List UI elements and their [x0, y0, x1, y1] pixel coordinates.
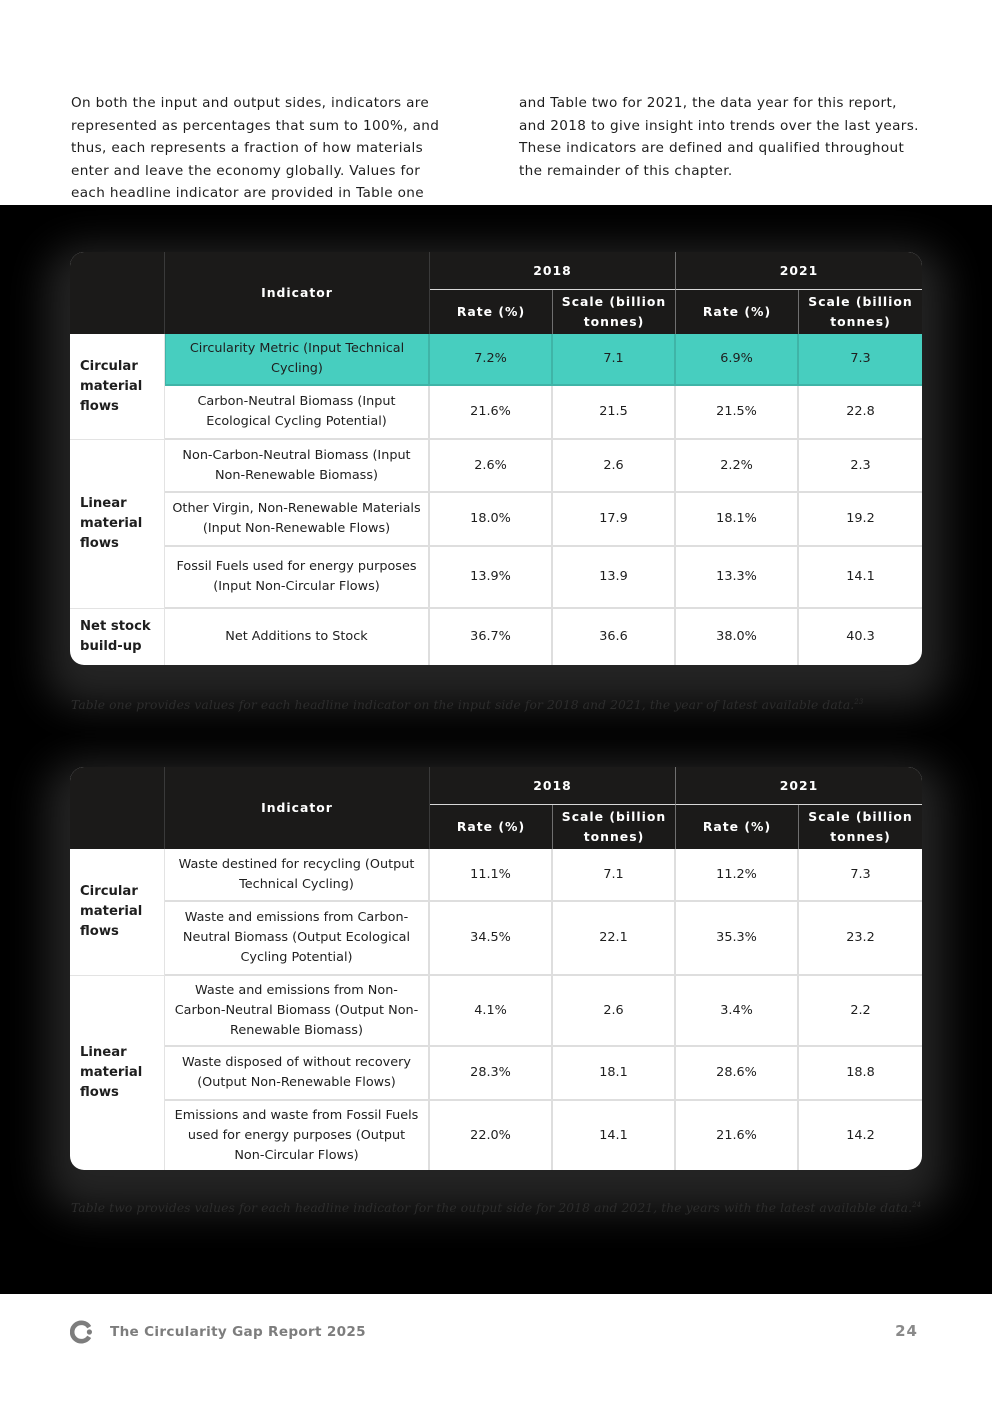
- table-one-footnote: 23: [854, 698, 864, 706]
- table-row-indicator: Non-Carbon-Neutral Biomass (Input Non-Renewable Biomass): [165, 440, 430, 493]
- table-cell-rate-2018: 34.5%: [430, 902, 553, 976]
- header-rate-2018: Rate (%): [430, 290, 553, 334]
- intro-left-paragraph: On both the input and output sides, indicators are represented as percentages that sum to 100%, and thus, each represents a fraction of how materials enter and leave the economy globally. Values for each headline indicator are provided in Table one: [71, 95, 440, 202]
- table-cell-rate-2018: 21.6%: [430, 386, 553, 440]
- table-cell-scale-2018: 22.1: [553, 902, 676, 976]
- table-cell-scale-2018: 7.1: [553, 334, 676, 386]
- header-year-2018: 2018: [430, 252, 676, 290]
- header-year-2021: 2021: [676, 252, 922, 290]
- table-cell-scale-2018: 7.1: [553, 849, 676, 902]
- table-cell-rate-2018: 4.1%: [430, 976, 553, 1047]
- table-cell-rate-2018: 13.9%: [430, 547, 553, 609]
- table-row-indicator: Waste and emissions from Carbon-Neutral Biomass (Output Ecological Cycling Potential): [165, 902, 430, 976]
- table-cell-rate-2021: 35.3%: [676, 902, 799, 976]
- header-indicator: Indicator: [165, 252, 430, 334]
- table-two-caption-text: Table two provides values for each headline indicator for the output side for 2018 and 2021, the years with the latest available data.: [71, 1201, 913, 1215]
- header-rate-2018: Rate (%): [430, 805, 553, 849]
- table-cell-rate-2021: 21.6%: [676, 1101, 799, 1170]
- table-cell-rate-2018: 18.0%: [430, 493, 553, 547]
- table-cell-rate-2018: 7.2%: [430, 334, 553, 386]
- table-cell-scale-2018: 14.1: [553, 1101, 676, 1170]
- header-blank: [70, 252, 165, 334]
- table-cell-rate-2021: 11.2%: [676, 849, 799, 902]
- table-cell-rate-2021: 28.6%: [676, 1047, 799, 1101]
- table-cell-scale-2021: 40.3: [846, 629, 875, 644]
- table-cell-scale-2018: 36.6: [553, 609, 676, 665]
- table-cell-rate-2021: 3.4%: [676, 976, 799, 1047]
- table-cell-scale-2021: 14.1: [799, 547, 922, 609]
- table-cell-rate-2021: 13.3%: [676, 547, 799, 609]
- table-cell-scale-2018: 13.9: [553, 547, 676, 609]
- table-row-indicator: Carbon-Neutral Biomass (Input Ecological Cycling Potential): [165, 386, 430, 440]
- table-row-indicator: Waste and emissions from Non-Carbon-Neutral Biomass (Output Non-Renewable Biomass): [165, 976, 430, 1047]
- table-cell-scale-2021: 14.2: [846, 1127, 875, 1143]
- page-number: 24: [895, 1322, 918, 1340]
- table-two-footnote: 24: [912, 1201, 922, 1209]
- table-cell-scale-2021: 18.8: [799, 1047, 922, 1101]
- table-cell-scale-2018: 2.6: [553, 976, 676, 1047]
- table-cell-rate-2018: 11.1%: [430, 849, 553, 902]
- header-scale-2018: Scale (billion tonnes): [553, 290, 676, 334]
- table-cell-rate-2018: 2.6%: [430, 440, 553, 493]
- table-row-indicator: Net Additions to Stock: [165, 609, 430, 665]
- table-cell-scale-2018: 2.6: [553, 440, 676, 493]
- group-linear-material-flows: Linear material flows: [70, 440, 165, 609]
- header-year-2021: 2021: [676, 767, 922, 805]
- table-two: [70, 767, 922, 1170]
- table-cell-scale-2018: 18.1: [553, 1047, 676, 1101]
- table-cell-rate-2021: 21.5%: [676, 386, 799, 440]
- table-one: [70, 252, 922, 665]
- header-scale-2021: Scale (billion tonnes): [799, 290, 922, 334]
- table-cell-scale-2021: 7.3: [799, 334, 922, 386]
- table-one-caption-text: Table one provides values for each headline indicator on the input side for 2018 and 2021, the year of latest available data.: [71, 698, 855, 712]
- table-cell-scale-2021: 2.3: [799, 440, 922, 493]
- intro-text: [71, 92, 921, 205]
- group-linear-material-flows: Linear material flows: [70, 976, 165, 1170]
- group-circular-material-flows: Circular material flows: [70, 849, 165, 976]
- table-row-indicator: Waste disposed of without recovery (Output Non-Renewable Flows): [165, 1047, 430, 1101]
- header-scale-2021: Scale (billion tonnes): [799, 805, 922, 849]
- table-one-caption: [71, 698, 863, 712]
- table-cell-rate-2018: 36.7%: [430, 609, 553, 665]
- circle-c-logo-icon: [70, 1320, 94, 1344]
- header-indicator: Indicator: [165, 767, 430, 849]
- table-row-indicator: Other Virgin, Non-Renewable Materials (Input Non-Renewable Flows): [165, 493, 430, 547]
- table-cell-rate-2021: 2.2%: [676, 440, 799, 493]
- table-cell-scale-2021: 7.3: [799, 849, 922, 902]
- table-row-indicator: Emissions and waste from Fossil Fuels used for energy purposes (Output Non-Circular Flows): [165, 1101, 430, 1170]
- group-circular-material-flows: Circular material flows: [70, 334, 165, 440]
- table-cell-rate-2021: 6.9%: [676, 334, 799, 386]
- table-cell-scale-2018: 17.9: [553, 493, 676, 547]
- table-cell-scale-2021: 22.8: [799, 386, 922, 440]
- table-two-caption: [71, 1201, 921, 1215]
- page-footer: [70, 1318, 920, 1346]
- table-row-indicator: Circularity Metric (Input Technical Cycling): [165, 334, 430, 386]
- header-blank: [70, 767, 165, 849]
- report-title: The Circularity Gap Report 2025: [110, 1324, 366, 1340]
- table-cell-rate-2018: 28.3%: [430, 1047, 553, 1101]
- table-cell-scale-2021: 19.2: [799, 493, 922, 547]
- table-cell-rate-2021: 38.0%: [676, 609, 799, 665]
- header-scale-2018: Scale (billion tonnes): [553, 805, 676, 849]
- header-rate-2021: Rate (%): [676, 290, 799, 334]
- table-row-indicator: Fossil Fuels used for energy purposes (Input Non-Circular Flows): [165, 547, 430, 609]
- header-year-2018: 2018: [430, 767, 676, 805]
- group-net-stock-build-up: Net stock build-up: [70, 609, 165, 665]
- table-cell-scale-2021: 2.2: [799, 976, 922, 1047]
- table-cell-scale-2021: 23.2: [799, 902, 922, 976]
- intro-right-paragraph: and Table two for 2021, the data year for this report, and 2018 to give insight into trends over the last years. These indicators are defined and qualified throughout the remainder of this chapter.: [519, 95, 919, 179]
- table-row-indicator: Waste destined for recycling (Output Technical Cycling): [165, 849, 430, 902]
- table-cell-rate-2021: 18.1%: [676, 493, 799, 547]
- table-cell-rate-2018: 22.0%: [430, 1101, 553, 1170]
- table-cell-scale-2018: 21.5: [553, 386, 676, 440]
- header-rate-2021: Rate (%): [676, 805, 799, 849]
